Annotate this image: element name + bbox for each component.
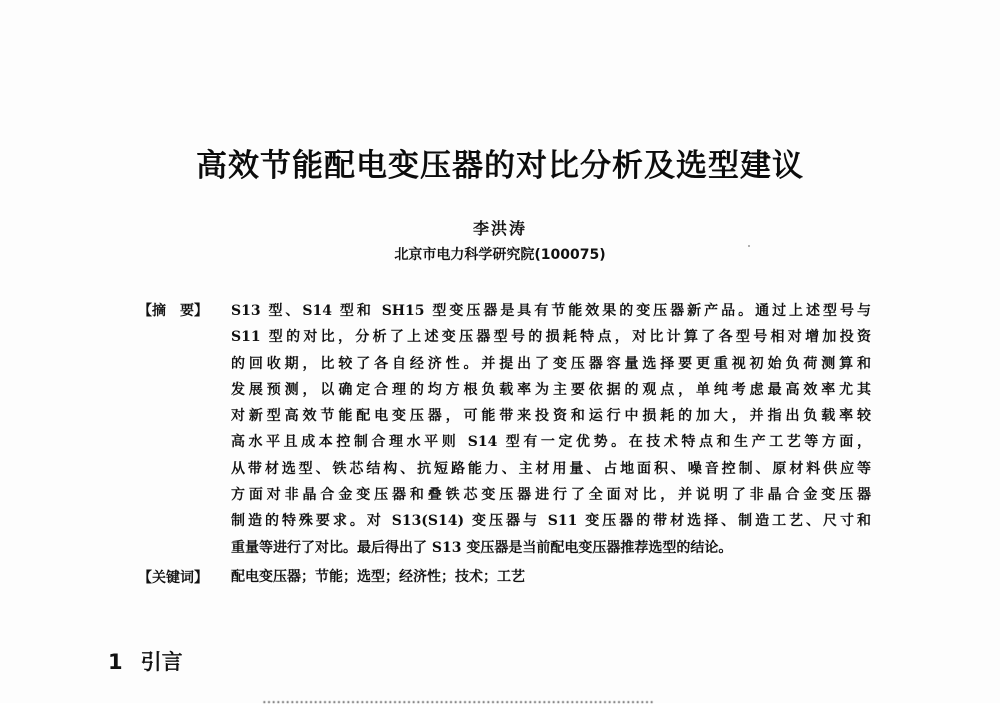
abstract-body bbox=[231, 298, 871, 561]
section-title: 引言 bbox=[140, 650, 183, 674]
author-name: 李洪涛 bbox=[472, 219, 527, 238]
section-heading bbox=[108, 646, 183, 676]
abstract-line: 制造的特殊要求。对 S13(S14) 变压器与 S11 变压器的带材选择、制造工艺、尺寸和 bbox=[231, 513, 871, 530]
abstract-line: 发展预测，以确定合理的均方根负载率为主要依据的观点，单纯考虑最高效率尤其 bbox=[231, 381, 871, 398]
abstract-line: S13 型、S14 型和 SH15 型变压器是具有节能效果的变压器新产品。通过上述型号与 bbox=[231, 303, 871, 319]
keywords-label: 【关键词】 bbox=[138, 570, 208, 586]
abstract-line: 对新型高效节能配电变压器，可能带来投资和运行中损耗的加大，并指出负载率较 bbox=[231, 408, 871, 425]
abstract-line: 方面对非晶合金变压器和叠铁芯变压器进行了全面对比，并说明了非晶合金变压器 bbox=[231, 487, 871, 504]
abstract-line: S11 型的对比，分析了上述变压器型号的损耗特点，对比计算了各型号相对增加投资 bbox=[231, 329, 871, 346]
paper-title: 高效节能配电变压器的对比分析及选型建议 bbox=[196, 148, 804, 184]
abstract-label: 【摘 要】 bbox=[138, 303, 208, 319]
abstract-line: 的回收期，比较了各自经济性。并提出了变压器容量选择要更重视初始负荷测算和 bbox=[231, 355, 871, 372]
keywords-list: 配电变压器；节能；选型；经济性；技术；工艺 bbox=[231, 569, 525, 585]
section-number: 1 bbox=[108, 650, 123, 674]
abstract-line: 重量等进行了对比。最后得出了 S13 变压器是当前配电变压器推荐选型的结论。 bbox=[231, 539, 733, 556]
cut-off-text-line: ………………………………………………………………………… bbox=[262, 691, 654, 707]
abstract-line: 高水平且成本控制合理水平则 S14 型有一定优势。在技术特点和生产工艺等方面， bbox=[231, 434, 871, 451]
author-affiliation: 北京市电力科学研究院(100075) bbox=[394, 247, 606, 263]
abstract-line: 从带材选型、铁芯结构、抗短路能力、主材用量、占地面积、噪音控制、原材料供应等 bbox=[231, 460, 871, 477]
scan-speck bbox=[748, 245, 750, 247]
